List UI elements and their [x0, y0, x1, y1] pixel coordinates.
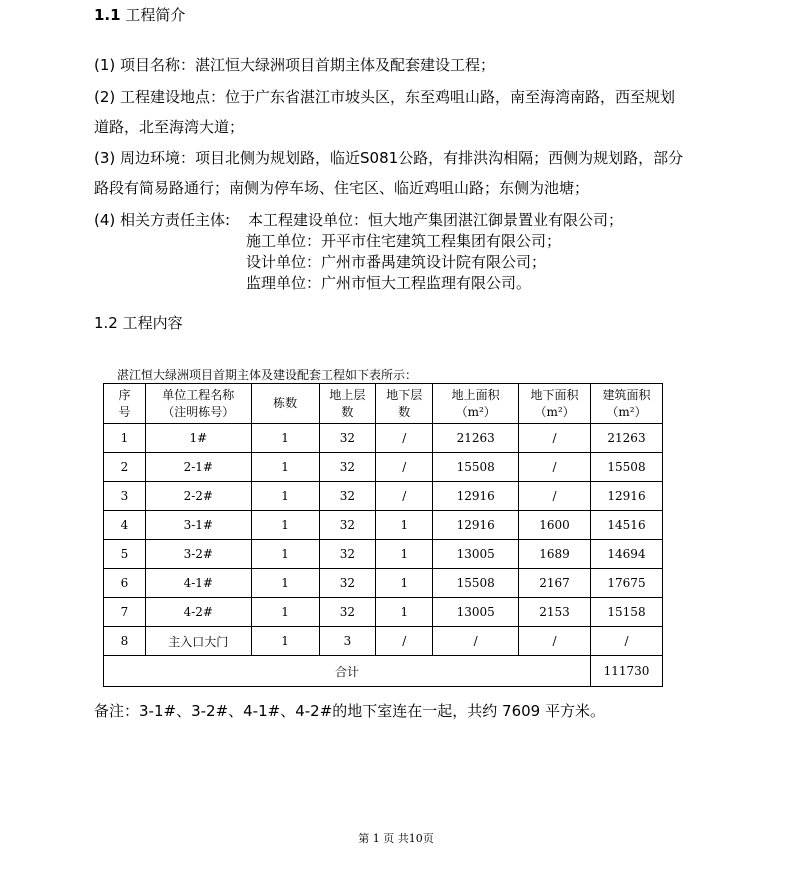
- table-row: [104, 424, 663, 453]
- table-cell: 21263: [591, 424, 663, 453]
- table-cell: 14516: [591, 511, 663, 540]
- table-cell: /: [519, 424, 591, 453]
- header-cell: 地下面积 （m²）: [519, 384, 591, 424]
- table-row: [104, 598, 663, 627]
- table-caption: 湛江恒大绿洲项目首期主体及建设配套工程如下表所示：: [117, 368, 418, 382]
- table-cell: 32: [319, 598, 376, 627]
- party-owner: 本工程建设单位：恒大地产集团湛江御景置业有限公司；: [248, 211, 624, 229]
- table-row: [104, 569, 663, 598]
- table-cell: 15508: [591, 453, 663, 482]
- table-cell: 2-2#: [145, 482, 251, 511]
- party-contractor: 施工单位：开平市住宅建筑工程集团有限公司；: [246, 232, 562, 250]
- table-row: [104, 482, 663, 511]
- header-cell: 地上层 数: [319, 384, 376, 424]
- table-cell: 32: [319, 540, 376, 569]
- table-cell: 3-1#: [145, 511, 251, 540]
- section-number: 1.1: [94, 6, 121, 24]
- table-cell: 6: [104, 569, 146, 598]
- table-cell: 32: [319, 453, 376, 482]
- table-cell: /: [591, 627, 663, 656]
- page-footer: 第 1 页 共10页: [358, 832, 434, 845]
- table-cell: /: [376, 453, 433, 482]
- table-cell: 8: [104, 627, 146, 656]
- party-supervisor: 监理单位：广州市恒大工程监理有限公司。: [246, 274, 532, 292]
- item-text-line1: 周边环境：项目北侧为规划路，临近S081公路，有排洪沟相隔；西侧为规划路，部分: [120, 149, 684, 167]
- table-cell: 1: [251, 511, 319, 540]
- table-cell: 4: [104, 511, 146, 540]
- table-cell: 32: [319, 569, 376, 598]
- section-heading-1-1: [94, 4, 185, 25]
- header-cell: 序 号: [104, 384, 146, 424]
- table-cell: /: [519, 482, 591, 511]
- item-number: (4): [94, 211, 116, 229]
- table-row: [104, 627, 663, 656]
- table-cell: 32: [319, 482, 376, 511]
- item-1: [94, 50, 724, 80]
- table-cell: 4-2#: [145, 598, 251, 627]
- table-cell: 1: [251, 482, 319, 511]
- table-cell: 1: [104, 424, 146, 453]
- item-number: (1): [94, 56, 116, 74]
- item-text: 项目名称：湛江恒大绿洲项目首期主体及配套建设工程；: [120, 56, 496, 74]
- table-cell: 1: [376, 569, 433, 598]
- table-cell: 32: [319, 511, 376, 540]
- item-4-label: [94, 210, 230, 230]
- table-row: [104, 453, 663, 482]
- table-cell: 5: [104, 540, 146, 569]
- table-cell: 3: [319, 627, 376, 656]
- table-cell: 1: [251, 569, 319, 598]
- table-cell: 2-1#: [145, 453, 251, 482]
- table-cell: 21263: [433, 424, 519, 453]
- table-row: [104, 540, 663, 569]
- table-cell: 1: [251, 598, 319, 627]
- table-cell: /: [519, 627, 591, 656]
- table-cell: 1: [251, 627, 319, 656]
- table-cell: 1: [251, 453, 319, 482]
- item-2: [94, 82, 724, 142]
- table-header-row: [104, 384, 663, 424]
- table-cell: 1600: [519, 511, 591, 540]
- project-table: [103, 383, 663, 687]
- table-cell: 1: [251, 540, 319, 569]
- table-cell: 1: [251, 424, 319, 453]
- table-cell: 2167: [519, 569, 591, 598]
- table-cell: 1689: [519, 540, 591, 569]
- table-cell: 12916: [433, 482, 519, 511]
- item-text-line2: 路段有简易路通行；南侧为停车场、住宅区、临近鸡咀山路；东侧为池塘；: [94, 179, 590, 197]
- section-number: 1.2: [94, 314, 118, 332]
- table-cell: 1: [376, 540, 433, 569]
- header-cell: 地上面积 （m²）: [433, 384, 519, 424]
- header-cell: 地下层 数: [376, 384, 433, 424]
- table-cell: 3-2#: [145, 540, 251, 569]
- table-cell: 15508: [433, 569, 519, 598]
- header-cell: 栋数: [251, 384, 319, 424]
- item-number: (2): [94, 88, 116, 106]
- total-label: 合计: [104, 656, 591, 687]
- table-cell: /: [519, 453, 591, 482]
- total-value: 111730: [591, 656, 663, 687]
- table-cell: 32: [319, 424, 376, 453]
- table-row: [104, 511, 663, 540]
- item-3: [94, 143, 724, 203]
- table-cell: 12916: [591, 482, 663, 511]
- table-cell: 1#: [145, 424, 251, 453]
- table-cell: 4-1#: [145, 569, 251, 598]
- table-cell: 主入口大门: [145, 627, 251, 656]
- table-cell: /: [376, 627, 433, 656]
- table-cell: 2: [104, 453, 146, 482]
- table-cell: 7: [104, 598, 146, 627]
- item-text-line1: 工程建设地点：位于广东省湛江市坡头区，东至鸡咀山路，南至海湾南路，西至规划: [120, 88, 676, 106]
- table-note: 备注：3-1#、3-2#、4-1#、4-2#的地下室连在一起，共约 7609 平方米。: [94, 702, 605, 720]
- table-cell: /: [376, 482, 433, 511]
- table-cell: 3: [104, 482, 146, 511]
- table-cell: 13005: [433, 540, 519, 569]
- table-cell: 2153: [519, 598, 591, 627]
- party-designer: 设计单位：广州市番禺建筑设计院有限公司；: [246, 253, 547, 271]
- table-cell: 15158: [591, 598, 663, 627]
- section-title: 工程内容: [122, 314, 183, 332]
- section-title: 工程简介: [125, 6, 186, 24]
- table-cell: 12916: [433, 511, 519, 540]
- table-cell: 1: [376, 598, 433, 627]
- header-cell: 单位工程名称 （注明栋号）: [145, 384, 251, 424]
- table-cell: 13005: [433, 598, 519, 627]
- table-cell: 15508: [433, 453, 519, 482]
- table-cell: 1: [376, 511, 433, 540]
- section-heading-1-2: [94, 312, 183, 333]
- item-number: (3): [94, 149, 116, 167]
- item-label: 相关方责任主体:: [120, 211, 231, 229]
- table-total-row: [104, 656, 663, 687]
- header-cell: 建筑面积 （m²）: [591, 384, 663, 424]
- table-cell: /: [376, 424, 433, 453]
- table-cell: 14694: [591, 540, 663, 569]
- item-text-line2: 道路，北至海湾大道；: [94, 118, 245, 136]
- table-cell: 17675: [591, 569, 663, 598]
- table-cell: /: [433, 627, 519, 656]
